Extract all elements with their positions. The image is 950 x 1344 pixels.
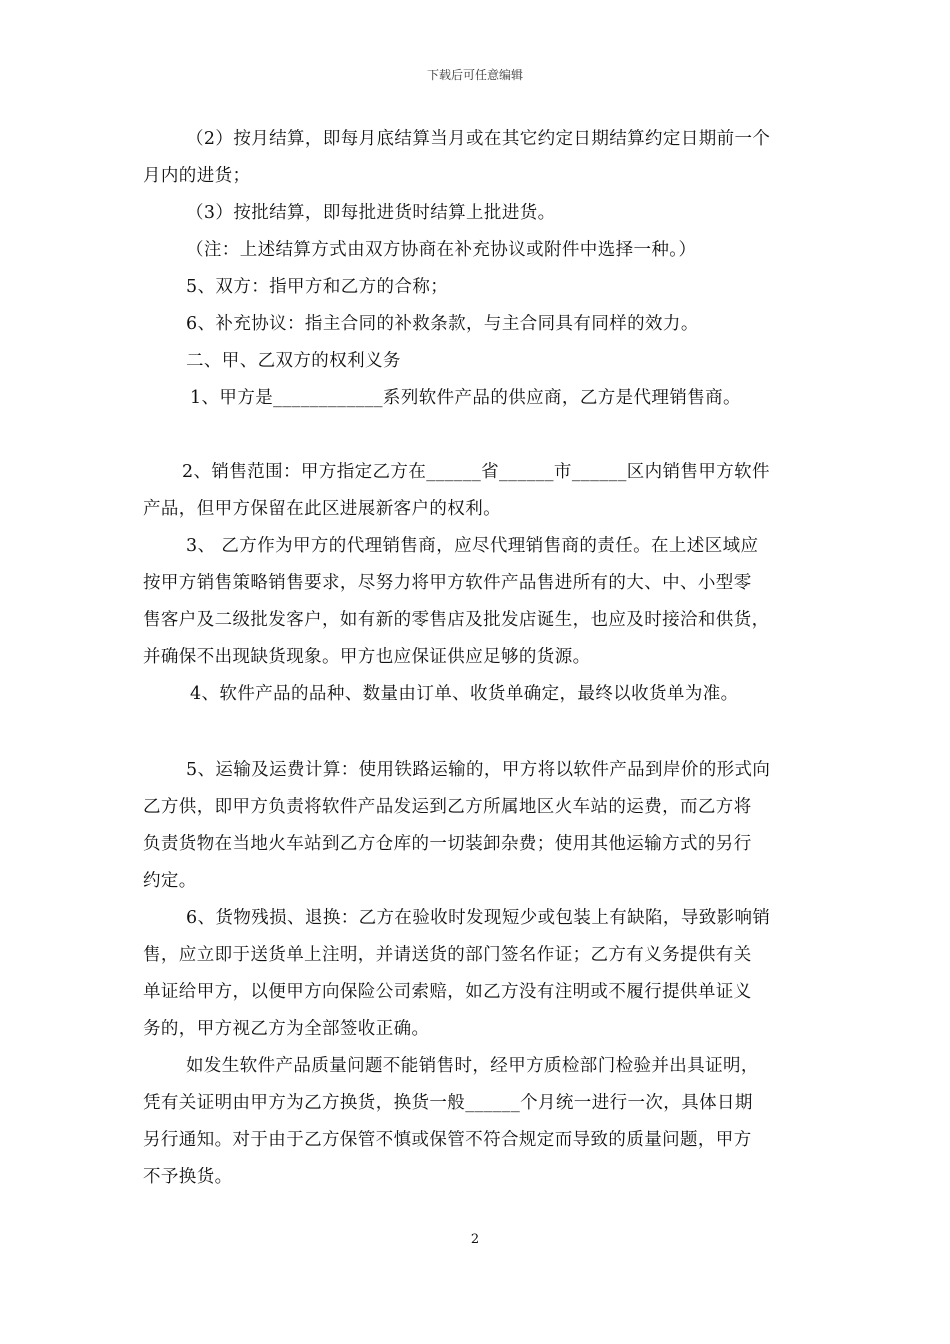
text-line: 5、运输及运费计算：使用铁路运输的，甲方将以软件产品到岸价的形式向 [186,760,771,780]
section-heading: 二、甲、乙双方的权利义务 [186,351,401,371]
page-number: 2 [470,1232,480,1247]
text-line: （2）按月结算，即每月底结算当月或在其它约定日期结算约定日期前一个 [186,129,771,149]
text-line: 单证给甲方，以便甲方向保险公司索赔，如乙方没有注明或不履行提供单证义 [143,982,752,1002]
text-line: 6、货物残损、退换：乙方在验收时发现短少或包装上有缺陷，导致影响销 [186,908,771,928]
text-line: 售客户及二级批发客户，如有新的零售店及批发店诞生，也应及时接洽和供货， [143,610,770,630]
text-line: 约定。 [143,871,197,891]
page-header-note: 下载后可任意编辑 [426,68,523,82]
text-line: （3）按批结算，即每批进货时结算上批进货。 [186,203,556,223]
text-line: 4、软件产品的品种、数量由订单、收货单确定，最终以收货单为准。 [190,684,739,704]
text-line: 另行通知。对于由于乙方保管不慎或保管不符合规定而导致的质量问题，甲方 [143,1130,752,1150]
text-line: 5、双方：指甲方和乙方的合称； [186,277,449,297]
text-line: 2、销售范围：甲方指定乙方在______省______市______区内销售甲方软件 [182,462,770,482]
text-line: 售，应立即于送货单上注明，并请送货的部门签名作证；乙方有义务提供有关 [143,945,752,965]
text-line: 并确保不出现缺货现象。甲方也应保证供应足够的货源。 [143,647,591,667]
text-line: 1、甲方是____________系列软件产品的供应商，乙方是代理销售商。 [190,388,741,408]
text-line: 6、补充协议：指主合同的补救条款，与主合同具有同样的效力。 [186,314,699,334]
text-line: 如发生软件产品质量问题不能销售时，经甲方质检部门检验并出具证明， [186,1056,759,1076]
text-line: 按甲方销售策略销售要求，尽努力将甲方软件产品售进所有的大、中、小型零 [143,573,752,593]
text-line: 不予换货。 [143,1167,233,1187]
text-line: 务的，甲方视乙方为全部签收正确。 [143,1019,430,1039]
text-line: 月内的进货； [143,166,251,186]
text-line: 3、 乙方作为甲方的代理销售商，应尽代理销售商的责任。在上述区域应 [186,536,759,556]
text-line: 负责货物在当地火车站到乙方仓库的一切装卸杂费；使用其他运输方式的另行 [143,834,752,854]
text-line: （注：上述结算方式由双方协商在补充协议或附件中选择一种。） [186,240,697,260]
text-line: 凭有关证明由甲方为乙方换货，换货一般______个月统一进行一次，具体日期 [143,1093,753,1113]
text-line: 产品，但甲方保留在此区进展新客户的权利。 [143,499,501,519]
text-line: 乙方供，即甲方负责将软件产品发运到乙方所属地区火车站的运费，而乙方将 [143,797,752,817]
